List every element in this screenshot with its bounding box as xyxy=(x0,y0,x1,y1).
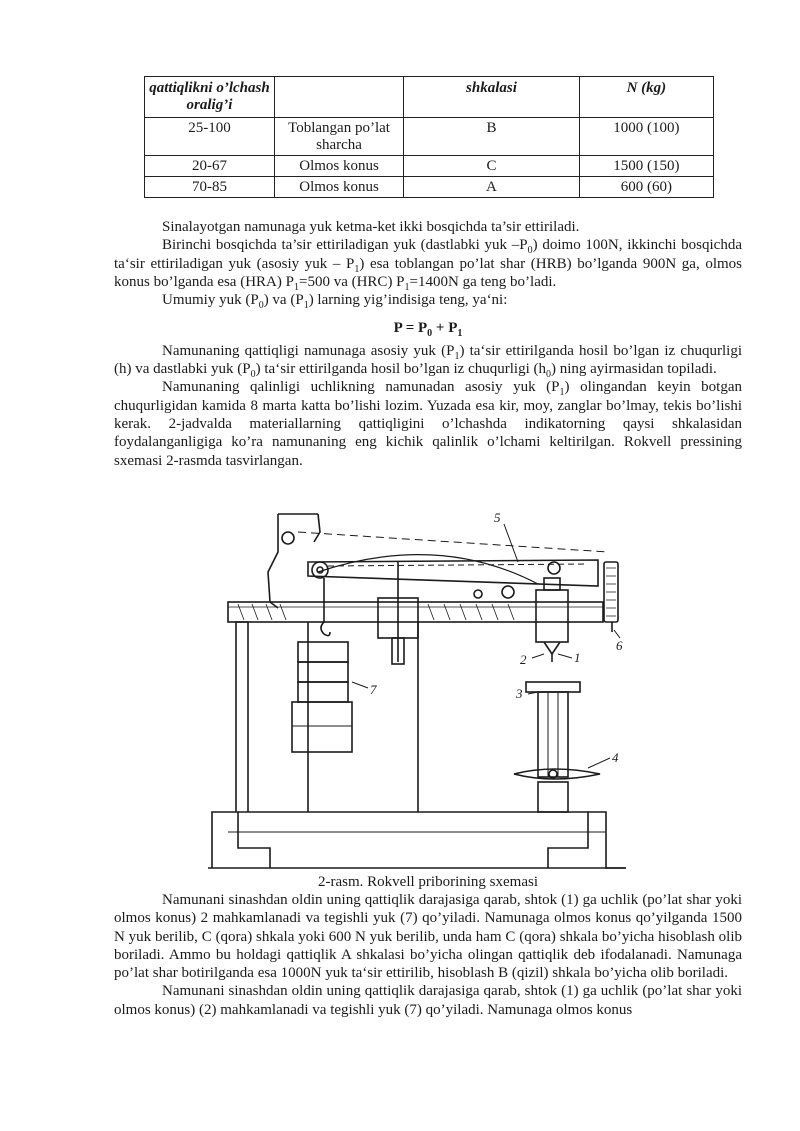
figure-label: 4 xyxy=(612,750,619,765)
table-header-row xyxy=(145,77,714,118)
paragraph: Namunani sinashdan oldin uning qattiqlik darajasiga qarab, shtok (1) ga uchlik (po’lat shar yoki olmos konus) (2) mahkamlanadi va tegishli yuk (7) qo’yiladi. Namunaga olmos konus xyxy=(114,983,742,1018)
paragraph-text: =500 va (HRC) P xyxy=(298,273,405,290)
table-header: N (kg) xyxy=(579,77,713,118)
label-leader xyxy=(614,630,620,638)
label-leader xyxy=(504,524,518,562)
paragraph-text: =1400N ga teng bo’ladi. xyxy=(409,273,557,290)
table-cell: Olmos konus xyxy=(274,177,403,198)
formula xyxy=(114,319,742,340)
subscript: 0 xyxy=(258,300,264,312)
table-cell: 70-85 xyxy=(145,177,275,198)
subscript: 1 xyxy=(354,263,360,275)
table-row xyxy=(145,156,714,177)
formula-text: + P xyxy=(432,320,458,337)
subscript: 1 xyxy=(303,300,309,312)
paragraph xyxy=(114,218,742,236)
rockwell-press-diagram xyxy=(208,512,626,872)
figure-label: 7 xyxy=(370,682,377,697)
table-cell: B xyxy=(404,118,580,156)
paragraph-text: ) va (P xyxy=(263,292,304,309)
paragraph-text: ) esa toblangan po’lat shar (HRB) bo’lganda 900N ga, olmos konus bo’lganda esa (HRA) P xyxy=(114,255,742,290)
frame-right-foot xyxy=(548,812,626,868)
paragraph: Namunani sinashdan oldin uning qattiqlik darajasiga qarab, shtok (1) ga uchlik (po’lat shar yoki olmos konus) 2 mahkamlanadi va tegishli yuk (7) qo’yiladi. Namunaga olmos konus qo’yilganda 1500 N yuk berilib, C (qora) shkala yoki 600 N yuk berilib, unda ham C (qora) shkala bo’yicha hisoblash olib boriladi. Ammo bu holdagi qattiqlik A shkalasi bo’yicha olingan qattiqlik deb ifodalanadi. Namunaga po’lat shar botirilganda esa 1000N yuk ta‘sir ettirilib, hisoblash B (qizil) shkala bo’yicha olib boriladi. xyxy=(114,892,742,982)
label-leader xyxy=(532,654,544,658)
formula-text: P = P xyxy=(393,320,428,337)
label-leader xyxy=(352,682,368,688)
subscript: 1 xyxy=(559,387,565,399)
hardness-scale-table xyxy=(144,76,714,198)
paragraph-text: ) ta‘sir ettirilganda hosil bo’lgan iz chuqurligi (h) va dastlabki yuk (P xyxy=(114,342,742,378)
paragraph xyxy=(114,291,742,312)
weight-disc xyxy=(298,642,348,662)
paragraph xyxy=(114,378,742,469)
weight-disc xyxy=(298,662,348,682)
table-cell: C xyxy=(404,156,580,177)
frame-left-foot xyxy=(212,812,270,868)
paragraph-text: Namunaning qalinligi uchlikning namunadan asosiy yuk (P xyxy=(162,379,560,396)
paragraph-text: ) ta‘sir ettirilganda hosil bo’lgan iz chuqurligi (h xyxy=(255,361,546,378)
left-column xyxy=(236,622,248,812)
table-cell: 25-100 xyxy=(145,118,275,156)
paragraph xyxy=(114,236,742,291)
table-row xyxy=(145,177,714,198)
subscript: 1 xyxy=(454,350,460,362)
body-text-top xyxy=(114,218,742,470)
table-cell: Toblangan po’lat sharcha xyxy=(274,118,403,156)
table-header: shkalasi xyxy=(404,77,580,118)
figure-caption: 2-rasm. Rokvell priborining sxemasi xyxy=(318,874,538,890)
table-cell: 1500 (150) xyxy=(579,156,713,177)
pivot-circle xyxy=(282,532,294,544)
subscript: 0 xyxy=(427,328,433,340)
paragraph-text: Birinchi bosqichda ta’sir ettiriladigan yuk (dastlabki yuk –P xyxy=(162,237,528,254)
pivot-circle-inner xyxy=(317,567,323,573)
subscript: 1 xyxy=(404,281,410,293)
label-leader xyxy=(558,654,572,658)
paragraph-text: Namunaning qattiqligi namunaga asosiy yuk (P xyxy=(162,342,455,359)
table-cell: 600 (60) xyxy=(579,177,713,198)
body-text-bottom xyxy=(114,891,742,1019)
subscript: 0 xyxy=(545,369,551,381)
table-header xyxy=(274,77,403,118)
spindle-housing xyxy=(536,590,568,642)
paragraph-text: Umumiy yuk (P xyxy=(162,292,259,309)
figure-label: 5 xyxy=(494,512,501,525)
lever-beam xyxy=(308,560,598,586)
upper-frame-curve xyxy=(314,514,320,542)
table-row xyxy=(145,118,714,156)
lever-dashed-top xyxy=(298,532,608,552)
table-cell: 1000 (100) xyxy=(579,118,713,156)
paragraph-text: ) ning ayirmasidan topiladi. xyxy=(550,361,717,378)
weight-disc xyxy=(298,682,348,702)
paragraph-text: Sinalayotgan namunaga yuk ketma-ket ikki bosqichda ta’sir ettiriladi. xyxy=(162,219,580,235)
paragraph xyxy=(114,342,742,379)
figure-label: 3 xyxy=(516,686,523,701)
table-cell: A xyxy=(404,177,580,198)
screw-base xyxy=(538,782,568,812)
paragraph-text: ) doimo 100N, ikkinchi bosqichda ta‘sir ettiriladigan yuk (asosiy yuk – P xyxy=(114,237,742,272)
table-header: qattiqlikni o’lchash oralig’i xyxy=(145,77,275,118)
subscript: 0 xyxy=(527,245,533,257)
figure-label: 6 xyxy=(616,638,623,653)
figure-label: 2 xyxy=(520,652,527,667)
specimen-table xyxy=(526,682,580,692)
load-hook xyxy=(321,622,330,636)
upper-frame-left xyxy=(268,514,278,608)
table-cell: 20-67 xyxy=(145,156,275,177)
plate-hatching xyxy=(238,604,514,620)
subscript: 1 xyxy=(457,328,463,340)
lifting-screw-housing xyxy=(538,692,568,777)
weight-base xyxy=(292,702,352,752)
paragraph-text: ) larning yig’indisiga teng, ya‘ni: xyxy=(308,292,508,309)
dial-gauge-ribs xyxy=(606,568,616,616)
indenter-tip xyxy=(544,642,560,654)
subscript: 1 xyxy=(293,281,299,293)
paragraph-text: ) olingandan keyin botgan chuqurligidan kamida 8 marta katta bo’lishi lozim. Yuzada esa kir, moy, zanglar bo’lmay, tekis bo’lishi kerak. 2-jadvalda materiallarning qattiqligini o’lchashda indikatorning qaysi shkalasidan foydalanganligiga ko’ra namunaning eng kichik qalinlik o’lchami keltirilgan. Rokvell pressining sxemasi 2-rasmda tasvirlangan. xyxy=(114,379,743,469)
gear-circle xyxy=(502,586,514,598)
figure-label: 1 xyxy=(574,650,581,665)
label-leader xyxy=(588,758,610,768)
pivot-circle xyxy=(548,562,560,574)
table-plate xyxy=(228,602,603,622)
table-cell: Olmos konus xyxy=(274,156,403,177)
gear-circle xyxy=(474,590,482,598)
subscript: 0 xyxy=(250,369,256,381)
